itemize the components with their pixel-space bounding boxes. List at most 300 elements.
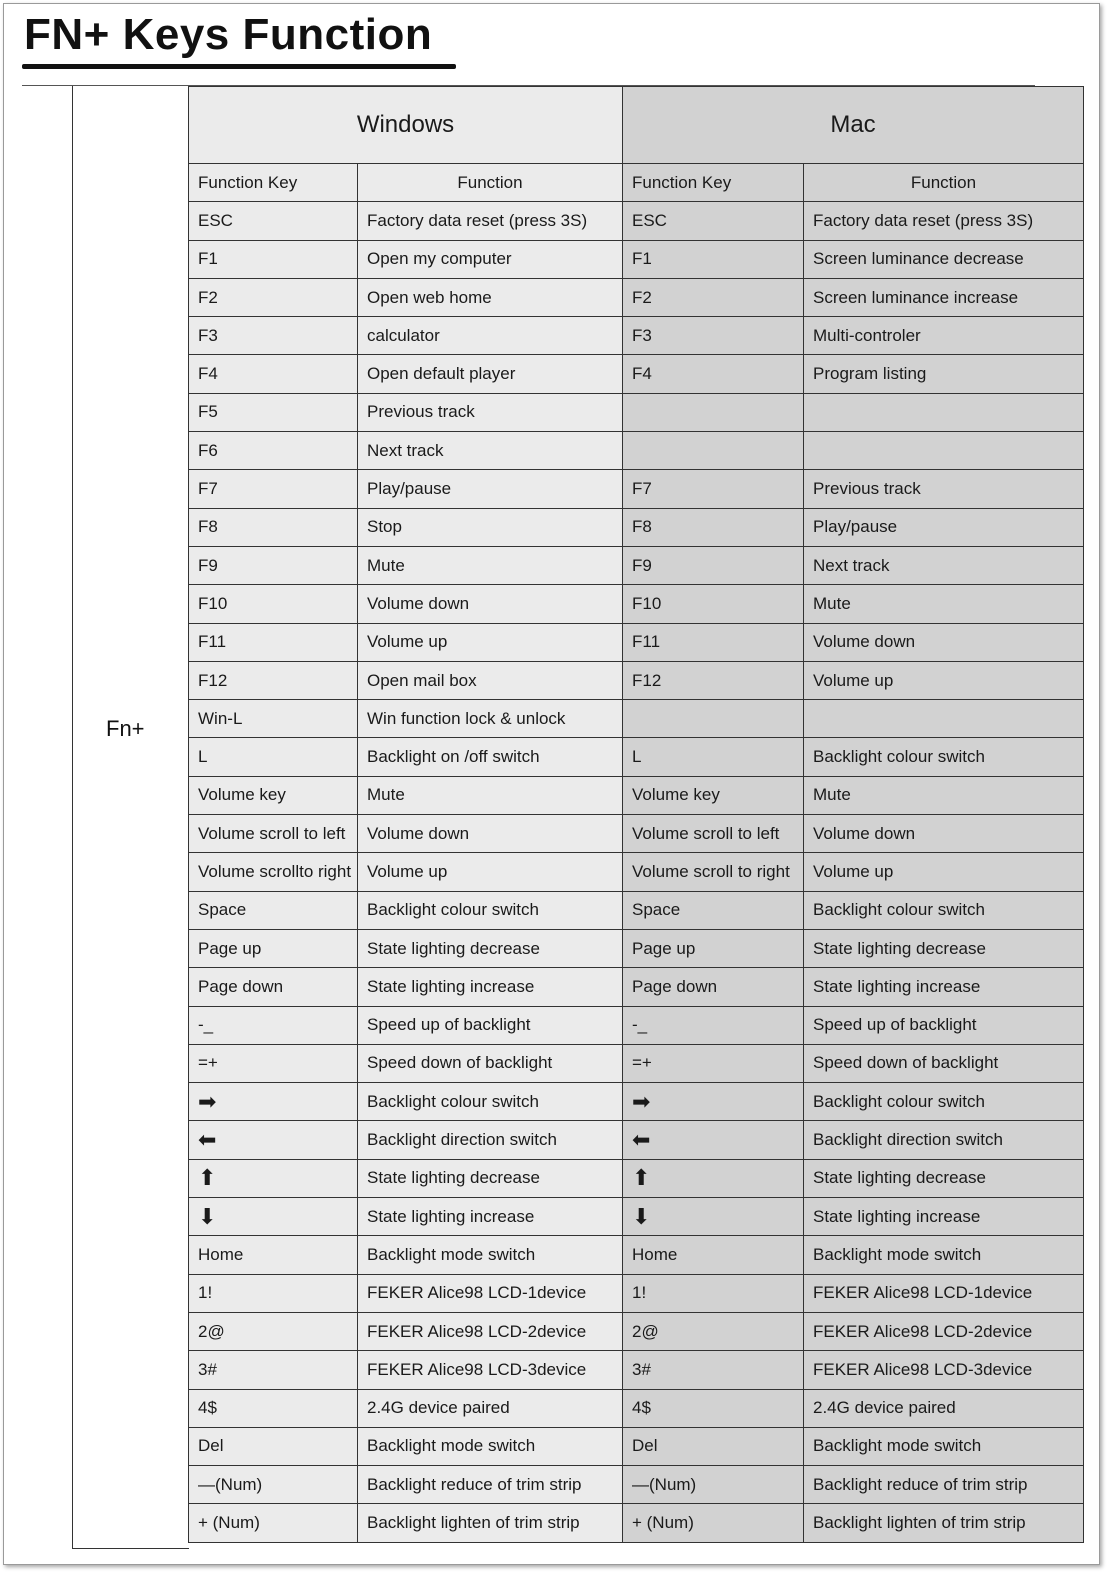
mac-function-cell bbox=[804, 968, 1084, 1006]
mac-function-cell-text: Volume up bbox=[813, 861, 894, 881]
mac-function-cell-text: Speed down of backlight bbox=[813, 1053, 999, 1073]
table-row bbox=[189, 815, 1084, 853]
mac-key-cell-text: F7 bbox=[632, 479, 652, 499]
windows-function-cell-text: Backlight colour switch bbox=[367, 900, 539, 920]
mac-function-cell-text: FEKER Alice98 LCD-3device bbox=[813, 1359, 1033, 1379]
windows-key-cell-text: F5 bbox=[198, 402, 218, 422]
mac-key-cell-text: =+ bbox=[632, 1053, 652, 1073]
windows-function-cell bbox=[358, 624, 623, 662]
windows-key-cell-text: F7 bbox=[198, 479, 218, 499]
table-row bbox=[189, 432, 1084, 470]
mac-key-cell bbox=[623, 241, 804, 279]
mac-function-cell-text: Multi-controler bbox=[813, 325, 921, 345]
fn-label: Fn+ bbox=[106, 716, 145, 741]
mac-key-cell bbox=[623, 968, 804, 1006]
mac-function-cell bbox=[804, 1083, 1084, 1121]
windows-function-cell-text: Backlight direction switch bbox=[367, 1130, 557, 1150]
windows-key-cell bbox=[189, 738, 358, 776]
mac-key-cell bbox=[623, 815, 804, 853]
windows-key-cell bbox=[189, 241, 358, 279]
mac-key-cell-text: 4$ bbox=[632, 1398, 651, 1418]
mac-function-cell-text: Speed up of backlight bbox=[813, 1015, 977, 1035]
windows-function-cell bbox=[358, 394, 623, 432]
windows-function-cell-text: State lighting increase bbox=[367, 1206, 535, 1226]
windows-function-cell-text: Play/pause bbox=[367, 479, 452, 499]
mac-function-cell bbox=[804, 1236, 1084, 1274]
windows-key-cell bbox=[189, 1121, 358, 1159]
mac-function-cell bbox=[804, 1007, 1084, 1045]
windows-function-cell bbox=[358, 1198, 623, 1236]
mac-function-cell bbox=[804, 1045, 1084, 1083]
mac-function-cell bbox=[804, 202, 1084, 240]
mac-key-cell-text: ESC bbox=[632, 210, 667, 230]
table-row bbox=[189, 470, 1084, 508]
windows-function-cell-text: Backlight on /off switch bbox=[367, 747, 540, 767]
table-row bbox=[189, 585, 1084, 623]
mac-key-cell-text: ⬇ bbox=[632, 1203, 651, 1229]
windows-key-cell bbox=[189, 1504, 358, 1542]
windows-key-cell-text: =+ bbox=[198, 1053, 218, 1073]
mac-function-cell-text: State lighting increase bbox=[813, 1206, 981, 1226]
mac-key-cell-text: ⬅ bbox=[632, 1127, 651, 1153]
windows-key-cell bbox=[189, 1083, 358, 1121]
windows-key-cell bbox=[189, 470, 358, 508]
table-row bbox=[189, 317, 1084, 355]
os-header-row bbox=[189, 87, 1084, 164]
windows-function-cell bbox=[358, 1045, 623, 1083]
windows-key-cell-text: F6 bbox=[198, 440, 218, 460]
windows-key-cell bbox=[189, 815, 358, 853]
windows-function-cell-text: Stop bbox=[367, 517, 402, 537]
mac-key-cell-text: Del bbox=[632, 1436, 658, 1456]
table-row bbox=[189, 509, 1084, 547]
windows-function-cell-text: Factory data reset (press 3S) bbox=[367, 210, 588, 230]
mac-function-cell-text: Volume up bbox=[813, 670, 894, 690]
windows-key-cell-text: F11 bbox=[198, 632, 227, 652]
table-row bbox=[189, 853, 1084, 891]
mac-key-cell bbox=[623, 738, 804, 776]
windows-function-cell bbox=[358, 509, 623, 547]
table-row bbox=[189, 279, 1084, 317]
mac-function-cell-text: Previous track bbox=[813, 479, 921, 499]
mac-function-cell-text: Mute bbox=[813, 593, 851, 613]
mac-function-cell bbox=[804, 547, 1084, 585]
windows-function-cell bbox=[358, 1083, 623, 1121]
table-row bbox=[189, 394, 1084, 432]
windows-key-cell bbox=[189, 777, 358, 815]
mac-function-cell bbox=[804, 241, 1084, 279]
table-row bbox=[189, 202, 1084, 240]
mac-function-cell bbox=[804, 1121, 1084, 1159]
mac-key-cell bbox=[623, 1428, 804, 1466]
windows-key-cell-text: ⬆ bbox=[198, 1165, 217, 1191]
windows-function-cell-text: 2.4G device paired bbox=[367, 1398, 510, 1418]
windows-key-cell-text: 1! bbox=[198, 1283, 213, 1303]
table-row bbox=[189, 1428, 1084, 1466]
mac-key-cell bbox=[623, 1351, 804, 1389]
windows-key-cell bbox=[189, 432, 358, 470]
mac-key-header: Function Key bbox=[623, 164, 804, 202]
windows-key-cell bbox=[189, 317, 358, 355]
mac-function-cell bbox=[804, 1313, 1084, 1351]
windows-function-cell bbox=[358, 853, 623, 891]
mac-function-cell bbox=[804, 700, 1084, 738]
mac-key-cell-text: + (Num) bbox=[632, 1513, 694, 1533]
windows-key-cell bbox=[189, 509, 358, 547]
windows-function-cell-text: Volume up bbox=[367, 632, 448, 652]
windows-function-cell bbox=[358, 1275, 623, 1313]
mac-function-cell-text: State lighting decrease bbox=[813, 938, 986, 958]
windows-key-cell bbox=[189, 585, 358, 623]
mac-function-cell bbox=[804, 1198, 1084, 1236]
mac-key-cell-text: F2 bbox=[632, 287, 652, 307]
windows-function-cell-text: Next track bbox=[367, 440, 444, 460]
windows-function-cell-text: Backlight mode switch bbox=[367, 1436, 536, 1456]
windows-key-cell-text: Del bbox=[198, 1436, 224, 1456]
windows-function-cell bbox=[358, 1466, 623, 1504]
mac-function-cell-text: Program listing bbox=[813, 364, 927, 384]
windows-function-cell-text: Win function lock & unlock bbox=[367, 708, 566, 728]
mac-key-cell-text: 1! bbox=[632, 1283, 647, 1303]
windows-function-cell bbox=[358, 700, 623, 738]
table-row bbox=[189, 738, 1084, 776]
mac-function-header: Function bbox=[804, 164, 1084, 202]
bottom-border bbox=[72, 1548, 189, 1549]
mac-key-cell bbox=[623, 279, 804, 317]
mac-key-cell-text: —(Num) bbox=[632, 1474, 697, 1494]
windows-key-cell-text: F9 bbox=[198, 555, 218, 575]
mac-key-cell-text: Page up bbox=[632, 938, 696, 958]
windows-function-cell-text: Open my computer bbox=[367, 249, 512, 269]
windows-key-cell bbox=[189, 547, 358, 585]
windows-function-cell bbox=[358, 930, 623, 968]
mac-function-cell-text: Backlight colour switch bbox=[813, 747, 985, 767]
table-row bbox=[189, 968, 1084, 1006]
windows-key-cell-text: 3# bbox=[198, 1359, 217, 1379]
mac-key-cell bbox=[623, 394, 804, 432]
mac-function-cell-text: FEKER Alice98 LCD-2device bbox=[813, 1321, 1033, 1341]
table-row bbox=[189, 1351, 1084, 1389]
table-row bbox=[189, 1160, 1084, 1198]
mac-key-cell bbox=[623, 1160, 804, 1198]
windows-function-cell bbox=[358, 432, 623, 470]
mac-key-cell bbox=[623, 853, 804, 891]
windows-key-cell-text: F3 bbox=[198, 325, 218, 345]
windows-key-cell bbox=[189, 355, 358, 393]
mac-key-cell bbox=[623, 1466, 804, 1504]
mac-key-cell bbox=[623, 930, 804, 968]
windows-function-header: Function bbox=[358, 164, 623, 202]
windows-key-cell bbox=[189, 1390, 358, 1428]
mac-key-cell bbox=[623, 432, 804, 470]
mac-function-cell-text: 2.4G device paired bbox=[813, 1398, 956, 1418]
windows-function-cell bbox=[358, 1428, 623, 1466]
mac-key-cell-text: F8 bbox=[632, 517, 652, 537]
mac-function-cell bbox=[804, 279, 1084, 317]
column-header-row bbox=[189, 164, 1084, 202]
windows-function-cell bbox=[358, 738, 623, 776]
windows-key-cell bbox=[189, 853, 358, 891]
windows-function-cell bbox=[358, 202, 623, 240]
mac-function-cell bbox=[804, 892, 1084, 930]
mac-function-cell bbox=[804, 1275, 1084, 1313]
mac-key-cell-text: L bbox=[632, 747, 642, 767]
windows-function-cell-text: Backlight reduce of trim strip bbox=[367, 1474, 582, 1494]
windows-key-cell bbox=[189, 1313, 358, 1351]
windows-key-cell-text: F12 bbox=[198, 670, 228, 690]
left-column-border bbox=[72, 86, 73, 1549]
mac-function-cell bbox=[804, 355, 1084, 393]
windows-function-cell-text: Backlight colour switch bbox=[367, 1091, 539, 1111]
mac-function-cell bbox=[804, 1428, 1084, 1466]
windows-key-cell bbox=[189, 1236, 358, 1274]
mac-key-cell bbox=[623, 1045, 804, 1083]
table-body bbox=[189, 202, 1084, 1542]
mac-function-cell-text: Backlight lighten of trim strip bbox=[813, 1513, 1026, 1533]
windows-key-cell-text: F8 bbox=[198, 517, 218, 537]
mac-key-cell bbox=[623, 509, 804, 547]
windows-key-cell bbox=[189, 1045, 358, 1083]
windows-key-cell bbox=[189, 279, 358, 317]
windows-key-cell-text: ➡ bbox=[198, 1088, 217, 1114]
windows-function-cell-text: Open mail box bbox=[367, 670, 477, 690]
windows-key-cell bbox=[189, 1198, 358, 1236]
mac-key-cell bbox=[623, 700, 804, 738]
mac-key-cell bbox=[623, 1275, 804, 1313]
mac-key-cell bbox=[623, 470, 804, 508]
table-row bbox=[189, 1236, 1084, 1274]
mac-function-cell-text: Backlight reduce of trim strip bbox=[813, 1474, 1028, 1494]
windows-key-cell bbox=[189, 968, 358, 1006]
mac-key-cell-text: Space bbox=[632, 900, 681, 920]
windows-key-cell bbox=[189, 1351, 358, 1389]
table-row bbox=[189, 1466, 1084, 1504]
windows-function-cell-text: Speed up of backlight bbox=[367, 1015, 531, 1035]
windows-key-cell-text: Volume key bbox=[198, 785, 286, 805]
table-row bbox=[189, 1198, 1084, 1236]
windows-function-cell bbox=[358, 585, 623, 623]
mac-key-cell-text: F11 bbox=[632, 632, 661, 652]
mac-key-cell-text: F10 bbox=[632, 593, 662, 613]
mac-function-cell-text: Play/pause bbox=[813, 517, 898, 537]
table-row bbox=[189, 241, 1084, 279]
mac-function-cell-text: Mute bbox=[813, 785, 851, 805]
windows-function-cell bbox=[358, 968, 623, 1006]
mac-key-cell-text: Home bbox=[632, 1244, 678, 1264]
mac-key-cell-text: Volume scroll to right bbox=[632, 861, 790, 881]
windows-key-cell bbox=[189, 1160, 358, 1198]
windows-function-cell-text: Volume up bbox=[367, 861, 448, 881]
windows-function-cell bbox=[358, 1351, 623, 1389]
table-row bbox=[189, 355, 1084, 393]
windows-key-cell bbox=[189, 1275, 358, 1313]
mac-key-cell-text: F9 bbox=[632, 555, 652, 575]
table-row bbox=[189, 1083, 1084, 1121]
mac-function-cell bbox=[804, 585, 1084, 623]
windows-function-cell-text: State lighting decrease bbox=[367, 938, 540, 958]
table-row bbox=[189, 1313, 1084, 1351]
windows-function-cell bbox=[358, 279, 623, 317]
windows-key-cell bbox=[189, 662, 358, 700]
windows-function-cell bbox=[358, 1007, 623, 1045]
table-row bbox=[189, 700, 1084, 738]
mac-function-cell-text: Volume down bbox=[813, 823, 916, 843]
mac-header: Mac bbox=[623, 87, 1084, 164]
windows-key-cell-text: Home bbox=[198, 1244, 244, 1264]
windows-key-cell-text: Page down bbox=[198, 976, 284, 996]
mac-key-cell bbox=[623, 1236, 804, 1274]
windows-function-cell-text: Open default player bbox=[367, 364, 516, 384]
mac-key-cell-text: ⬆ bbox=[632, 1165, 651, 1191]
windows-key-cell-text: + (Num) bbox=[198, 1513, 260, 1533]
mac-key-cell-text: F3 bbox=[632, 325, 652, 345]
mac-key-cell bbox=[623, 1313, 804, 1351]
windows-function-cell-text: Backlight mode switch bbox=[367, 1244, 536, 1264]
mac-key-cell bbox=[623, 777, 804, 815]
mac-function-cell bbox=[804, 1160, 1084, 1198]
mac-key-cell bbox=[623, 892, 804, 930]
windows-key-cell bbox=[189, 1428, 358, 1466]
windows-key-cell-text: ESC bbox=[198, 210, 233, 230]
mac-function-cell bbox=[804, 1466, 1084, 1504]
mac-function-cell bbox=[804, 777, 1084, 815]
windows-key-cell-text: 2@ bbox=[198, 1321, 225, 1341]
mac-key-cell bbox=[623, 202, 804, 240]
windows-function-cell-text: FEKER Alice98 LCD-3device bbox=[367, 1359, 587, 1379]
fn-keys-table bbox=[188, 86, 1084, 1543]
mac-key-cell-text: F12 bbox=[632, 670, 662, 690]
windows-key-cell-text: Win-L bbox=[198, 708, 243, 728]
mac-key-cell-text: Page down bbox=[632, 976, 718, 996]
table-row bbox=[189, 1007, 1084, 1045]
windows-key-cell-text: F10 bbox=[198, 593, 228, 613]
windows-function-cell-text: Volume down bbox=[367, 593, 470, 613]
windows-function-cell-text: Volume down bbox=[367, 823, 470, 843]
windows-function-cell-text: Open web home bbox=[367, 287, 492, 307]
table-row bbox=[189, 624, 1084, 662]
mac-key-cell bbox=[623, 1198, 804, 1236]
windows-function-cell bbox=[358, 892, 623, 930]
mac-function-cell-text: State lighting increase bbox=[813, 976, 981, 996]
mac-key-cell bbox=[623, 547, 804, 585]
mac-function-cell bbox=[804, 1504, 1084, 1542]
windows-key-cell-text: 4$ bbox=[198, 1398, 217, 1418]
windows-function-cell bbox=[358, 470, 623, 508]
windows-function-cell bbox=[358, 317, 623, 355]
mac-function-cell bbox=[804, 815, 1084, 853]
windows-key-cell bbox=[189, 1007, 358, 1045]
mac-key-cell bbox=[623, 624, 804, 662]
mac-function-cell-text: Factory data reset (press 3S) bbox=[813, 210, 1034, 230]
windows-key-header: Function Key bbox=[189, 164, 358, 202]
mac-function-cell-text: Screen luminance decrease bbox=[813, 249, 1024, 269]
table-row bbox=[189, 1121, 1084, 1159]
windows-key-cell-text: F4 bbox=[198, 364, 218, 384]
windows-function-cell bbox=[358, 1504, 623, 1542]
windows-function-cell bbox=[358, 777, 623, 815]
mac-key-cell bbox=[623, 1390, 804, 1428]
table-row bbox=[189, 1275, 1084, 1313]
windows-key-cell bbox=[189, 700, 358, 738]
windows-function-cell-text: State lighting increase bbox=[367, 976, 535, 996]
mac-function-cell bbox=[804, 1390, 1084, 1428]
mac-function-cell-text: Backlight mode switch bbox=[813, 1436, 982, 1456]
table-row bbox=[189, 1390, 1084, 1428]
mac-function-cell-text: Backlight colour switch bbox=[813, 900, 985, 920]
mac-function-cell-text: Next track bbox=[813, 555, 890, 575]
windows-key-cell-text: L bbox=[198, 747, 208, 767]
windows-key-cell-text: -_ bbox=[198, 1015, 214, 1035]
table-row bbox=[189, 777, 1084, 815]
windows-function-cell bbox=[358, 662, 623, 700]
windows-key-cell-text: ⬅ bbox=[198, 1127, 217, 1153]
windows-key-cell-text: Space bbox=[198, 900, 247, 920]
mac-key-cell bbox=[623, 1083, 804, 1121]
mac-function-cell-text: Backlight colour switch bbox=[813, 1091, 985, 1111]
windows-header: Windows bbox=[189, 87, 623, 164]
windows-key-cell bbox=[189, 624, 358, 662]
windows-function-cell-text: Mute bbox=[367, 555, 405, 575]
mac-key-cell bbox=[623, 1121, 804, 1159]
table-row bbox=[189, 547, 1084, 585]
windows-function-cell-text: Mute bbox=[367, 785, 405, 805]
mac-key-cell-text: F1 bbox=[632, 249, 652, 269]
windows-key-cell-text: ⬇ bbox=[198, 1203, 217, 1229]
windows-function-cell-text: Previous track bbox=[367, 402, 475, 422]
windows-function-cell bbox=[358, 1390, 623, 1428]
windows-function-cell bbox=[358, 815, 623, 853]
windows-key-cell bbox=[189, 394, 358, 432]
windows-function-cell bbox=[358, 241, 623, 279]
windows-function-cell-text: calculator bbox=[367, 325, 440, 345]
mac-key-cell bbox=[623, 1504, 804, 1542]
mac-key-cell-text: Volume scroll to left bbox=[632, 823, 780, 843]
mac-key-cell-text: F4 bbox=[632, 364, 652, 384]
windows-key-cell-text: Volume scroll to left bbox=[198, 823, 346, 843]
table-row bbox=[189, 662, 1084, 700]
mac-key-cell-text: ➡ bbox=[632, 1088, 651, 1114]
mac-key-cell-text: 3# bbox=[632, 1359, 651, 1379]
mac-key-cell bbox=[623, 1007, 804, 1045]
title-underline bbox=[22, 64, 456, 69]
mac-function-cell-text: Screen luminance increase bbox=[813, 287, 1019, 307]
mac-function-cell bbox=[804, 738, 1084, 776]
mac-function-cell bbox=[804, 470, 1084, 508]
mac-function-cell-text: Volume down bbox=[813, 632, 916, 652]
windows-function-cell bbox=[358, 355, 623, 393]
windows-key-cell-text: —(Num) bbox=[198, 1474, 263, 1494]
windows-function-cell-text: FEKER Alice98 LCD-2device bbox=[367, 1321, 587, 1341]
mac-key-cell-text: 2@ bbox=[632, 1321, 659, 1341]
windows-function-cell bbox=[358, 1121, 623, 1159]
windows-key-cell bbox=[189, 930, 358, 968]
mac-key-cell bbox=[623, 662, 804, 700]
windows-function-cell bbox=[358, 547, 623, 585]
mac-function-cell bbox=[804, 662, 1084, 700]
mac-key-cell bbox=[623, 317, 804, 355]
mac-function-cell bbox=[804, 624, 1084, 662]
mac-function-cell bbox=[804, 930, 1084, 968]
windows-key-cell bbox=[189, 202, 358, 240]
table-row bbox=[189, 1504, 1084, 1542]
windows-key-cell bbox=[189, 1466, 358, 1504]
windows-key-cell bbox=[189, 892, 358, 930]
windows-key-cell-text: F1 bbox=[198, 249, 218, 269]
mac-function-cell-text: FEKER Alice98 LCD-1device bbox=[813, 1283, 1033, 1303]
windows-key-cell-text: Page up bbox=[198, 938, 262, 958]
windows-key-cell-text: Volume scrollto right bbox=[198, 861, 352, 881]
windows-function-cell-text: FEKER Alice98 LCD-1device bbox=[367, 1283, 587, 1303]
